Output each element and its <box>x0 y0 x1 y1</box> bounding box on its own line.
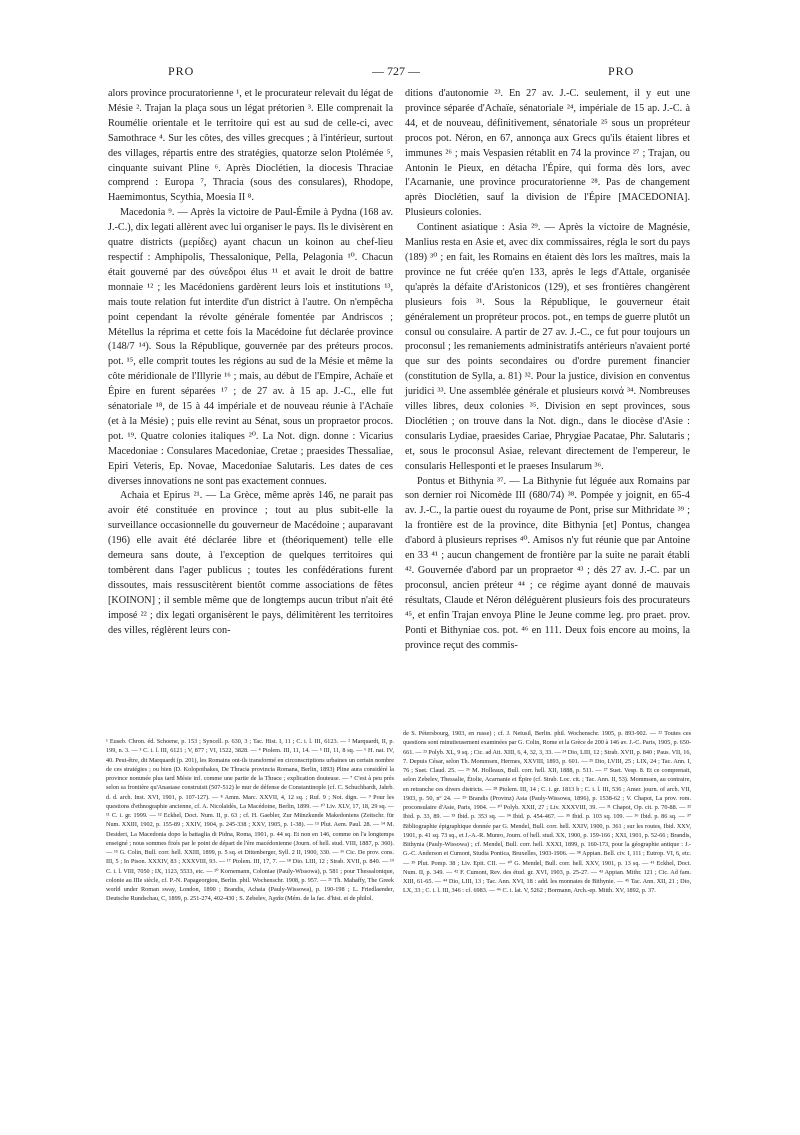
running-header <box>0 64 800 84</box>
right-column <box>405 87 690 723</box>
paragraph-macedonia: Macedonia ⁹. — Après la victoire de Paul-Émile à Pydna (168 av. J.-C.), dix legati allèrent avec lui organiser le pays. Ils le divisèrent en quatre districts (μερίδες) ayant chacun un koinon au chef-lieu respectif : Amphipolis, Thessalonique, Pella, Pelagonia ¹⁰. Chacun était gouverné par des σύνεδροι élus ¹¹ et avait le droit de battre monnaie ¹² ; les Macédoniens gardèrent leurs lois et institutions ¹³, mais toute relation fut interdite d'un district à l'autre. On n'empêcha point cependant la révolte générale fomentée par Andriscos ; Métellus la réprima et cette fois la Macédoine fut déclarée province (148/7 ¹⁴). Sous la République, gouvernée par des préteurs procos. pot. ¹⁵, elle comprit toutes les régions au sud de la Mésie et même la côte méridionale de l'Illyrie ¹⁶ ; mais, au début de l'Empire, Achaïe et Épire en furent séparées ¹⁷ ; de 27 av. à 15 ap. J.-C., elle fut sénatoriale ¹⁸, de 15 à 44 impériale et de nouveau réunie à l'Achaïe (et à la Mésie) ; puis elle revint au Sénat, sous un propraetor procos. pot. ¹⁹. Quatre colonies italiques ²⁰. La Not. dign. donne : Vicarius Macedoniae : Consulares Macedoniae, Cretae ; praesides Thessaliae, Epiri Veteris, Ep. Novae, Macedoniae Salutaris. Les dates de ces diverses innovations ne sont pas exactement connues. <box>108 207 393 487</box>
header-left: PRO <box>168 64 195 78</box>
paragraph-thracia: alors province procuratorienne ¹, et le procurateur relevait du légat de Mésie ². Trajan la plaça sous un légat prétorien ³. Elle comprenait la Roumélie orientale et le territoire qui est au sud de celle-ci, avec Samothrace ⁴. Sur les côtes, des villes grecques ; à l'intérieur, surtout des villages, répartis entre des stratégies, quatorze selon Ptolémée ⁵, cinquante suivant Pline ⁶. Après Dioclétien, la diocesis Thraciae comprend : Europa ⁷, Thracia (sous des consulares), Rhodope, Haemimontus, Scythia, Moesia II ⁸. <box>108 88 393 204</box>
header-right: PRO <box>608 64 635 78</box>
paragraph-achaia: Achaia et Epirus ²¹. — La Grèce, même après 146, ne parait pas avoir été constituée en province ; tout au plus subit-elle la surveillance occasionnelle du gouverneur de Macédoine ; auparavant (196) elle avait été déclarée libre et (théoriquement) telle elle demeura sans doute, à l'exception de quelques territoires qui tombèrent dans l'ager publicus ; toutes les confédérations furent dissoutes, mais ressuscitèrent bientôt comme associations de fêtes [KOINON] ; il semble même que de longtemps aucun tribut n'ait été imposé ²² ; dix legati organisèrent le pays, délimitèrent les territoires des villes, réglèrent leurs con- <box>108 490 393 636</box>
page-number: — 727 — <box>372 64 420 78</box>
left-column <box>108 87 393 727</box>
paragraph-achaia-continued: ditions d'autonomie ²³. En 27 av. J.-C. seulement, il y eut une province séparée d'Achaïe, sénatoriale ²⁴, impériale de 15 ap. J.-C. à 44, et de nouveau, définitivement, sénatoriale ²⁵ sous un propréteur procos pot. Néron, en 67, annonça aux Grecs qu'ils étaient libres et immunes ²⁶ ; mais Vespasien rétablit en 74 la province ²⁷ ; Trajan, ou Antonin le Pieux, en détacha l'Épire, qui forma dès lors, avec l'Acarnanie, une province procuratorienne ²⁸. Pas de changement après Dioclétien, sauf la division de l'Épire [MACEDONIA]. Plusieurs colonies. <box>405 88 690 219</box>
paragraph-pontus-bithynia: Pontus et Bithynia ³⁷. — La Bithynie fut léguée aux Romains par son dernier roi Nicomède III (680/74) ³⁸. Pompée y joignit, en 65-4 av. J.-C., la partie ouest du royaume de Pont, prise sur Mithridate ³⁹ ; la frontière est de la province, dite Bithynia [et] Pontus, changea d'abord à plusieurs reprises ⁴⁰. Amisos n'y fut réunie que par Antoine en 33 ⁴¹ ; aucun changement de frontière par la suite ne parait établi ⁴². Gouvernée d'abord par un propraetor ⁴³ ; dès 27 av. J.-C. par un proconsul, ancien préteur ⁴⁴ ; ce régime ayant donné de mauvais résultats, Claude et Néron déléguèrent plusieurs fois des procurateurs ⁴⁵, et enfin Trajan envoya Pline le Jeune comme leg. pro praet. prov. Ponti et Bithyniae cos. pot. ⁴⁶ en 111. Deux fois encore au moins, la province reçut des commis- <box>405 475 690 651</box>
footnotes-right: de S. Pétersbourg, 1903, en russe) ; cf. J. Netusil, Berlin. phil. Wochenschr. 1905, p. 893-902. — ²² Toutes ces questions sont minutieusement examinées par G. Colin, Rome et la Grèce de 200 à 146 av. J.-C. Paris, 1905, p. 650-661. — ²³ Polyb. XL, 9 sq. ; Cic. ad Att. XIII, 6, 4, 32, 3, 33. — ²⁴ Dio, LIII, 12 ; Strab. XVII, p. 840 ; Paus. VII, 16, 7. Depuis César, selon Th. Mommsen, Hermes, XXVIII, 1893, p. 601. — ²⁵ Dio, LVIII, 25 ; LIX, 24 ; Tac. Ann. I, 76 ; Suet. Claud. 25. — ²⁶ M. Holleaux, Bull. corr. hell. XII, 1888, p. 511. — ²⁷ Suet. Vesp. 8. Et ce comprenait, selon Zebelev, Thessalie, Étolie, Acarnanie et Épire (cf. Strab. Loc. cit. ; Tac. Ann. II, 53). Mommsen, au contraire, en retranche ces divers districts. — ²⁸ Ptolem. III, 14 ; C. i. gr. 1813 b ; C. i. l. III, 536 ; Amer. journ. of arch. VII, 1903, p. 50, nº 24. — ²⁹ Brandis (Provinz) Asia (Pauly-Wissowa, 1896), p. 1538-62 ; V. Chapot, La prov. rom. proconsulaire d'Asie, Paris, 1904. — ³⁰ Polyb. XXII, 27 ; Liv. XXXVIII, 39. — ³¹ Chapot, Op. cit. p. 70-88. — ³² Ibid. p. 33, 89. — ³³ Ibid. p. 353 sq. — ³⁴ Ibid. p. 454-467. — ³⁵ Ibid. p. 103 sq. 109. — ³⁶ Ibid. p. 86 sq. — ³⁷ Bibliographie épigraphique donnée par G. Mendel, Bull. corr. hell. XXIV, 1900, p. 361 ; sur les routes, Ibid. XXV, 1901, p. 41 sq. 73 sq., et J.-A.-R. Munro, Journ. of hell. stud. XX, 1900, p. 159-166 ; XXI, 1901, p. 52-66 ; Brandis, Bithynia (Pauly-Wissowa) ; cf. Mendel, Bull. corr. hell. XXXI, 1899, p. 160-173, pour la géographie antique : J.-G.-C. Anderson et Cumont, Studia Pontica, Bruxelles, 1903-1906. — ³⁸ Appian. Bell. civ. I, 111 ; Eutrop. VI, 6, etc. — ³⁹ Plut. Pomp. 38 ; Liv. Epit. CII. — ⁴⁰ G. Mendel, Bull. corr. hell. XXV, 1901, p. 13 sq. — ⁴¹ Eckhel, Doct. Num. II, p. 349. — ⁴² F. Cumont, Rev. des étud. gr. XVI, 1903, p. 25-27. — ⁴³ Appian. Mithr. 121 ; Cic. Ad fam. XIII, 61-65. — ⁴⁴ Dio, LIII, 13 ; Tac. Ann. XVI, 18 : add. les monnaies de Bithynie. — ⁴⁵ Tac. Ann. XII, 21 ; Dio, LX, 33 ; C. i. l. III, 346 : cf. 6983. — ⁴⁶ C. i. lat. V, 5262 ; Bormann, Arch.-ep. Mitth. XV, 1892, p. 37. <box>403 730 691 895</box>
footnotes-left: ¹ Euseb. Chron. éd. Schoene, p. 153 ; Syncell. p. 630, 3 ; Tac. Hist. I, 11 ; C. i. l. III, 6123. — ² Marquardt, II, p. 199, n. 3. — ³ C. i. l. III, 6121 ; V, 877 ; VI, 1522, 3828. — ⁴ Ptolem. III, 11, 14. — ⁵ III, 11, 8 sq. — ⁶ H. nat. IV, 40. Peut-être, dit Marquardt (p. 201), les Romains ont-ils transformé en circonscriptions urbaines un certain nombre de ces stratégies ; ou bien (D. Kolopothakes, De Thracia provincia Romana, Berlin, 1893) Pline aura considéré la province nommée plus tard Mésie inf. comme une partie de la Thrace ; explication douteuse. — ⁷ C'est à peu près selon sa frontière qu'Anastase construisit (507-512) le mur de défense de Constantinople (cf. C. Schuchhardt, Jahrb. d. d. arch. Inst. XVI, 1901, p. 107-127). — ⁸ Amm. Marc. XXVII, 4, 12 sq. ; Ruf. 9 ; Not. dign. — ⁹ Pour les questions d'ethnographie ancienne, cf. A. Nicolaïdès, La Macédoine, Berlin, 1899. — ¹⁰ Liv. XLV, 17, 18, 29 sq. — ¹¹ C. i. gr. 1999. — ¹² Eckhel, Doct. Num. II, p. 63 ; cf. H. Gaebler, Zur Münzkunde Makedoniens (Zeitschr. für Num. XXIII, 1902, p. 155-89 ; XXIV, 1904, p. 245-338 ; XXV, 1905, p. 1-38). — ¹³ Plut. Aem. Paul. 28. — ¹⁴ M. Desideri, La Macedonia dopo la battaglia di Pidna, Roma, 1901, p. 44 sq. Et non en 146, comme on l'a longtemps enseigné ; nous sommes fixés par le point de départ de l'ère macédonienne (Journ. of hell. stud. VIII, 1887, p. 360). — ¹⁵ G. Colin, Bull. corr. hell. XXIII, 1899, p. 5 sq. et Dittenberger, Syll. 2 II, 1900, 330. — ¹⁶ Cic. De prov. cons. III, 5 ; In Pison. XXXIV, 83 ; XXXVIII, 93. — ¹⁷ Ptolem. III, 17, 7. — ¹⁸ Dio. LIII, 12 ; Strab. XVII, p. 840. — ¹⁹ C. i. l. VIII, 7050 ; IX, 1123, 5533, etc. — ²⁰ Kornemann, Coloniae (Pauly-Wissowa), p. 581 ; pour Thessalonique, colonie au IIIe siècle, cf. P.-N. Papageorgiou, Berlin. phil. Wochenschr. 1908, p. 957. — ²¹ Th. Mahaffy, The Greek world under Roman sway, London, 1890 ; Brandis, Achaia (Pauly-Wissowa), p. 190-198 ; L. Friedlaender, Deutsche Rundschau, C, 1899, p. 251-274, 402-430 ; S. Zebelev, Ἀχαΐα (Mém. de la fac. d'hist. et de philol. <box>106 738 394 903</box>
paragraph-asia: Continent asiatique : Asia ²⁹. — Après la victoire de Magnésie, Manlius resta en Asie et, avec dix commissaires, régla le sort du pays (189) ³⁰ ; en fait, les Romains en étaient dès lors les maîtres, mais la province ne fut créée qu'en 133, après le legs d'Attale, organisée qu'après la défaite d'Aristonicos (129), et ses frontières changèrent plusieurs fois ³¹. Sous la République, le gouverneur était généralement un propréteur procos. pot., en temps de guerre plutôt un consul ou consulaire. A partir de 27 av. J.-C., ce fut pour toujours un proconsul ; les remaniements administratifs antérieurs n'avaient porté que sur des points secondaires ou d'ordre purement financier (constitution de Sylla, a. 81) ³². Pour la justice, division en conventus juridici ³³. Une assemblée générale et plusieurs κοινά ³⁴. Nombreuses villes libres, deux colonies ³⁵. Division en sept provinces, sous Dioclétien ; on trouve dans la Not. dign., dans le diocèse d'Asie : consularis Lydiae, praesides Cariae, Phrygiae Pacatae, Phr. Salutaris ; et, sous le proconsul Asiae, relevant directement de l'empereur, le consularis Hellesponti et le praeses Insularum ³⁶. <box>405 222 690 472</box>
